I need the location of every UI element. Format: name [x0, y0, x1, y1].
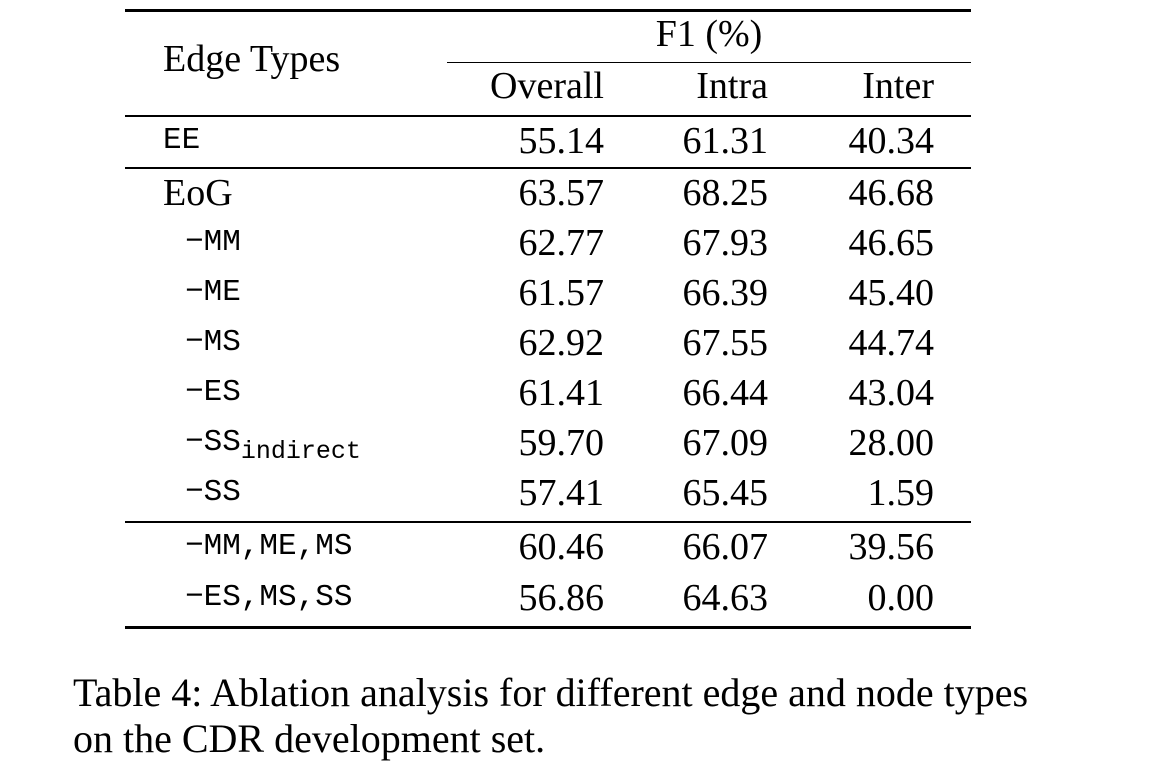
- cell-intra: 65.45: [682, 472, 768, 514]
- cell-overall: 62.92: [518, 322, 604, 364]
- cell-inter: 43.04: [848, 372, 934, 414]
- column-header-overall: Overall: [490, 65, 604, 107]
- table-caption: Table 4: Ablation analysis for different edge and node types on the CDR development set.: [73, 670, 1029, 761]
- cell-inter: 39.56: [848, 526, 934, 568]
- row-label-minus-ss: −SS: [185, 475, 241, 510]
- cell-inter: 46.65: [848, 222, 934, 264]
- row-label-minus-mm: −MM: [185, 225, 241, 260]
- cell-inter: 0.00: [867, 577, 934, 619]
- cell-inter: 1.59: [867, 472, 934, 514]
- cell-overall: 61.41: [518, 372, 604, 414]
- cell-intra: 66.07: [682, 526, 768, 568]
- cell-intra: 67.55: [682, 322, 768, 364]
- cell-intra: 64.63: [682, 577, 768, 619]
- cell-inter: 45.40: [848, 272, 934, 314]
- cell-overall: 59.70: [518, 422, 604, 464]
- cell-inter: 44.74: [848, 322, 934, 364]
- row-label-minus-es-ms-ss: −ES,MS,SS: [185, 580, 353, 615]
- cell-overall: 56.86: [518, 577, 604, 619]
- row-label-subscript: indirect: [240, 437, 361, 466]
- row-label-text: −SS: [185, 425, 241, 460]
- row-label-minus-me: −ME: [185, 275, 241, 310]
- cell-inter: 40.34: [848, 120, 934, 162]
- column-header-intra: Intra: [696, 65, 768, 107]
- cell-intra: 68.25: [682, 172, 768, 214]
- row-label-minus-ms: −MS: [185, 325, 241, 360]
- cell-overall: 63.57: [518, 172, 604, 214]
- row-label-minus-es: −ES: [185, 375, 241, 410]
- cell-inter: 46.68: [848, 172, 934, 214]
- table-bottom-rule: [125, 626, 971, 629]
- cell-overall: 55.14: [518, 120, 604, 162]
- row-label-ee: EE: [163, 123, 201, 158]
- cell-inter: 28.00: [848, 422, 934, 464]
- cell-intra: 61.31: [682, 120, 768, 162]
- cell-overall: 62.77: [518, 222, 604, 264]
- cell-overall: 61.57: [518, 272, 604, 314]
- column-header-inter: Inter: [862, 65, 934, 107]
- row-label-eog: EoG: [163, 172, 233, 214]
- f1-group-header: F1 (%): [655, 13, 763, 55]
- row-label-minus-mm-me-ms: −MM,ME,MS: [185, 529, 353, 564]
- cell-intra: 67.09: [682, 422, 768, 464]
- cell-intra: 66.39: [682, 272, 768, 314]
- edge-types-header: Edge Types: [163, 38, 341, 80]
- cell-intra: 67.93: [682, 222, 768, 264]
- cell-intra: 66.44: [682, 372, 768, 414]
- row-label-minus-ss-indirect: [185, 419, 361, 468]
- cell-overall: 60.46: [518, 526, 604, 568]
- cell-overall: 57.41: [518, 472, 604, 514]
